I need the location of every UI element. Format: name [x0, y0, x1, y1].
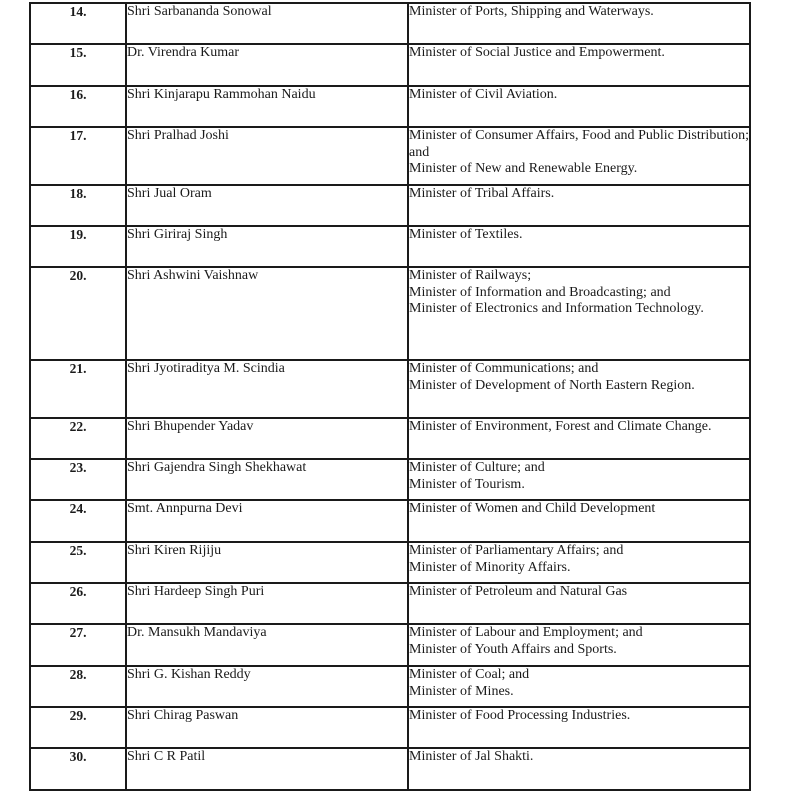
portfolio-cell: [408, 127, 750, 185]
minister-name-cell: Dr. Mansukh Mandaviya: [126, 624, 408, 666]
serial-number-cell: 28.: [30, 666, 126, 707]
serial-number-cell: 20.: [30, 267, 126, 360]
portfolio-line: Minister of Tourism.: [409, 476, 525, 492]
table-row: [30, 624, 750, 666]
portfolio-line: Minister of Environment, Forest and Climate Change.: [409, 419, 712, 434]
portfolio-line: Minister of Culture; and: [409, 460, 545, 475]
portfolio-cell: [408, 459, 750, 500]
portfolio-line: Minister of Civil Aviation.: [409, 87, 558, 102]
serial-number-cell: 15.: [30, 44, 126, 86]
serial-number-cell: 23.: [30, 459, 126, 500]
minister-name-cell: Shri Jyotiraditya M. Scindia: [126, 360, 408, 418]
table-row: [30, 666, 750, 707]
portfolio-line: Minister of Information and Broadcasting; and: [409, 284, 671, 300]
portfolio-cell: [408, 185, 750, 226]
portfolio-cell: [408, 86, 750, 127]
minister-name-cell: Shri Ashwini Vaishnaw: [126, 267, 408, 360]
table-row: [30, 418, 750, 459]
minister-name-cell: Shri Chirag Paswan: [126, 707, 408, 748]
portfolio-line: Minister of Minority Affairs.: [409, 559, 571, 575]
serial-number-cell: 16.: [30, 86, 126, 127]
minister-name-cell: Shri G. Kishan Reddy: [126, 666, 408, 707]
table-body: [30, 3, 750, 790]
portfolio-cell: [408, 418, 750, 459]
table-row: [30, 44, 750, 86]
portfolio-line: Minister of New and Renewable Energy.: [409, 161, 638, 176]
portfolio-cell: [408, 542, 750, 583]
portfolio-cell: [408, 583, 750, 624]
table-row: [30, 127, 750, 185]
serial-number-cell: 29.: [30, 707, 126, 748]
serial-number-cell: 30.: [30, 748, 126, 790]
portfolio-cell: [408, 707, 750, 748]
portfolio-cell: [408, 360, 750, 418]
minister-name-cell: Shri C R Patil: [126, 748, 408, 790]
portfolio-line: Minister of Youth Affairs and Sports.: [409, 641, 617, 657]
portfolio-cell: [408, 267, 750, 360]
portfolio-line: Minister of Development of North Eastern Region.: [409, 377, 695, 393]
portfolio-line: Minister of Labour and Employment; and: [409, 625, 643, 640]
portfolio-line: Minister of Jal Shakti.: [409, 749, 534, 764]
table-row: [30, 360, 750, 418]
serial-number-cell: 14.: [30, 3, 126, 44]
serial-number-cell: 19.: [30, 226, 126, 267]
portfolio-line: Minister of Communications; and: [409, 361, 599, 376]
portfolio-line: Minister of Food Processing Industries.: [409, 708, 631, 723]
minister-name-cell: Dr. Virendra Kumar: [126, 44, 408, 86]
portfolio-line: Minister of Consumer Affairs, Food and Public Distribution; and: [409, 128, 749, 160]
ministers-table: [29, 2, 751, 791]
minister-name-cell: Shri Kinjarapu Rammohan Naidu: [126, 86, 408, 127]
portfolio-cell: [408, 226, 750, 267]
minister-name-cell: Shri Gajendra Singh Shekhawat: [126, 459, 408, 500]
portfolio-line: Minister of Social Justice and Empowerment.: [409, 45, 665, 60]
table-row: [30, 3, 750, 44]
table-row: [30, 583, 750, 624]
portfolio-line: Minister of Mines.: [409, 683, 514, 699]
table-row: [30, 86, 750, 127]
serial-number-cell: 24.: [30, 500, 126, 542]
portfolio-cell: [408, 748, 750, 790]
portfolio-line: Minister of Ports, Shipping and Waterways.: [409, 4, 654, 19]
portfolio-line: Minister of Railways;: [409, 268, 532, 283]
portfolio-line: Minister of Parliamentary Affairs; and: [409, 543, 624, 558]
minister-name-cell: Shri Hardeep Singh Puri: [126, 583, 408, 624]
serial-number-cell: 22.: [30, 418, 126, 459]
minister-name-cell: Shri Kiren Rijiju: [126, 542, 408, 583]
table-row: [30, 500, 750, 542]
serial-number-cell: 26.: [30, 583, 126, 624]
table-row: [30, 459, 750, 500]
serial-number-cell: 25.: [30, 542, 126, 583]
table-row: [30, 226, 750, 267]
serial-number-cell: 18.: [30, 185, 126, 226]
portfolio-line: Minister of Women and Child Development: [409, 501, 656, 516]
portfolio-line: Minister of Petroleum and Natural Gas: [409, 584, 628, 599]
serial-number-cell: 27.: [30, 624, 126, 666]
table-row: [30, 542, 750, 583]
portfolio-line: Minister of Textiles.: [409, 227, 523, 242]
portfolio-cell: [408, 666, 750, 707]
table-row: [30, 185, 750, 226]
portfolio-cell: [408, 3, 750, 44]
minister-name-cell: Shri Giriraj Singh: [126, 226, 408, 267]
portfolio-cell: [408, 44, 750, 86]
portfolio-line: Minister of Electronics and Information Technology.: [409, 301, 704, 316]
table-row: [30, 267, 750, 360]
minister-name-cell: Shri Bhupender Yadav: [126, 418, 408, 459]
minister-name-cell: Shri Jual Oram: [126, 185, 408, 226]
portfolio-cell: [408, 624, 750, 666]
serial-number-cell: 17.: [30, 127, 126, 185]
portfolio-line: Minister of Coal; and: [409, 667, 530, 682]
minister-name-cell: Shri Sarbananda Sonowal: [126, 3, 408, 44]
portfolio-line: Minister of Tribal Affairs.: [409, 186, 555, 201]
portfolio-cell: [408, 500, 750, 542]
table-row: [30, 748, 750, 790]
minister-name-cell: Shri Pralhad Joshi: [126, 127, 408, 185]
table-row: [30, 707, 750, 748]
serial-number-cell: 21.: [30, 360, 126, 418]
minister-name-cell: Smt. Annpurna Devi: [126, 500, 408, 542]
